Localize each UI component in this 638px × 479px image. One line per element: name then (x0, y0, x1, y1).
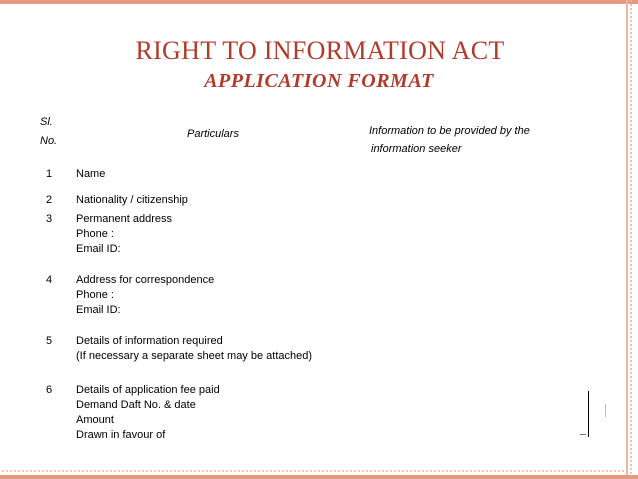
row-line: (If necessary a separate sheet may be attached) (76, 350, 313, 362)
row-line: Permanent address (76, 213, 172, 225)
header-sl-no (40, 113, 57, 151)
row-number: 5 (46, 335, 53, 347)
row-number: 6 (46, 384, 53, 396)
row-line: Address for correspondence (76, 274, 215, 286)
row-line: Drawn in favour of (76, 429, 166, 441)
header-sl-line1: Sl. (40, 116, 53, 128)
row-line: Phone : (76, 228, 114, 240)
header-info-line1: Information to be provided by the (369, 125, 530, 137)
row-line: Demand Daft No. & date (76, 399, 196, 411)
row-number: 3 (46, 213, 53, 225)
header-information (369, 122, 579, 158)
vertical-rule (588, 391, 589, 437)
row-line: Details of application fee paid (76, 384, 220, 396)
row-particulars (76, 334, 312, 364)
slide-frame-bottom (0, 475, 638, 479)
small-dash (580, 434, 586, 435)
header-sl-line2: No. (40, 135, 58, 147)
row-number: 1 (46, 168, 53, 180)
slide-frame-bottom-dots (2, 470, 628, 472)
row-number: 2 (46, 194, 53, 206)
row-line: Phone : (76, 289, 114, 301)
row-line: Email ID: (76, 243, 121, 255)
row-particulars (76, 212, 172, 257)
slide-frame-top (0, 0, 638, 4)
header-info-line2: information seeker (371, 143, 462, 155)
row-line: Details of information required (76, 335, 223, 347)
page-title: RIGHT TO INFORMATION ACT (135, 36, 505, 65)
row-line: Amount (76, 414, 114, 426)
row-particulars (76, 273, 214, 318)
vertical-rule-faint (605, 404, 606, 417)
row-particulars (76, 167, 105, 182)
row-line: Nationality / citizenship (76, 194, 188, 206)
row-number: 4 (46, 274, 53, 286)
row-particulars (76, 193, 188, 208)
page-subtitle: APPLICATION FORMAT (204, 70, 434, 92)
row-particulars (76, 383, 220, 443)
row-line: Email ID: (76, 304, 121, 316)
header-particulars: Particulars (187, 128, 239, 140)
row-line: Name (76, 168, 106, 180)
